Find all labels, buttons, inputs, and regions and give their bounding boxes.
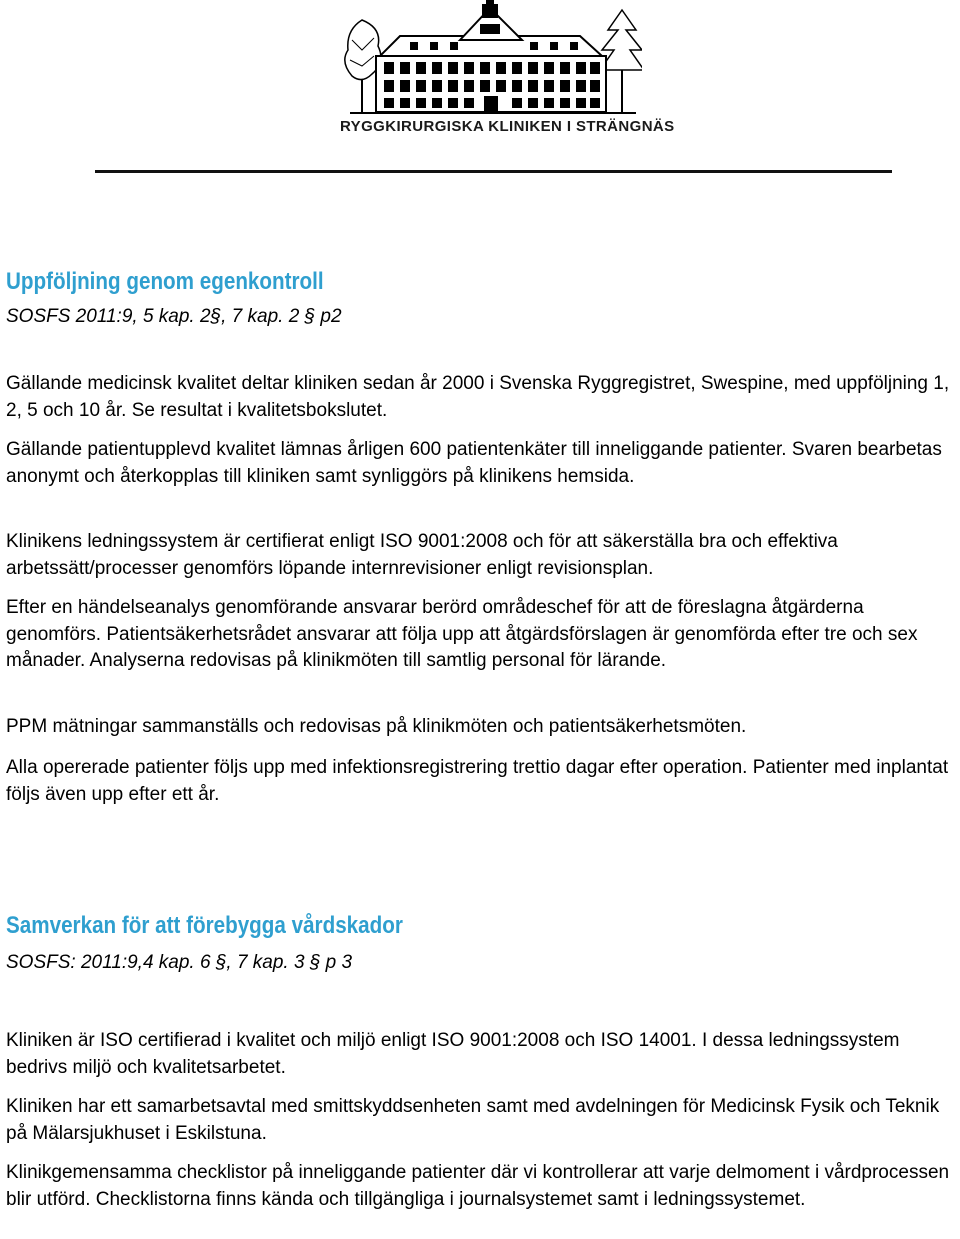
paragraph: Gällande patientupplevd kvalitet lämnas årligen 600 patientenkäter till inneliggande patienter. Svaren bearbetas anonymt och återkopplas till kliniken samt synliggörs på klinikens hemsida.	[6, 439, 942, 487]
paragraph: Kliniken har ett samarbetsavtal med smittskyddsenheten samt med avdelningen för Medicinsk Fysik och Teknik på Mälarsjukhuset i Eskilstuna.	[6, 1096, 940, 1144]
header-divider	[95, 170, 892, 173]
clinic-logo	[340, 0, 675, 145]
section-heading: Uppföljning genom egenkontroll	[6, 268, 324, 295]
clinic-name: RYGGKIRURGISKA KLINIKEN I STRÄNGNÄS	[340, 118, 675, 135]
paragraph: Klinikgemensamma checklistor på inneliggande patienter där vi kontrollerar att varje delmoment i vårdprocessen blir utförd. Checklistorna finns kända och tillgängliga i journalsystemet samt i ledningssystemet.	[6, 1162, 950, 1210]
section-heading: Samverkan för att förebygga vårdskador	[6, 912, 403, 939]
paragraph: Efter en händelseanalys genomförande ansvarar berörd områdeschef för att de föreslagna åtgärderna genomförs. Patientsäkerhetsrådet ansvarar att följa upp att åtgärdsförslagen är genomförda efter tre och sex månader. Analyserna redovisas på klinikmöten till samtlig personal för lärande.	[6, 597, 918, 671]
section-reference: SOSFS: 2011:9,4 kap. 6 §, 7 kap. 3 § p 3	[6, 952, 353, 973]
paragraph: PPM mätningar sammanställs och redovisas på klinikmöten och patientsäkerhetsmöten.	[6, 716, 747, 737]
paragraph: Klinikens ledningssystem är certifierat enligt ISO 9001:2008 och för att säkerställa bra och effektiva arbetssätt/processer genomförs löpande internrevisioner enligt revisionsplan.	[6, 531, 838, 579]
paragraph: Gällande medicinsk kvalitet deltar kliniken sedan år 2000 i Svenska Ryggregistret, Swespine, med uppföljning 1, 2, 5 och 10 år. Se resultat i kvalitetsbokslutet.	[6, 373, 950, 421]
hospital-building-illustration	[340, 0, 642, 115]
paragraph: Kliniken är ISO certifierad i kvalitet och miljö enligt ISO 9001:2008 och ISO 14001. I dessa ledningssystem bedrivs miljö och kvalitetsarbetet.	[6, 1030, 900, 1078]
paragraph: Alla opererade patienter följs upp med infektionsregistrering trettio dagar efter operation. Patienter med inplantat följs även upp efter ett år.	[6, 757, 949, 805]
section-reference: SOSFS 2011:9, 5 kap. 2§, 7 kap. 2 § p2	[6, 306, 342, 327]
